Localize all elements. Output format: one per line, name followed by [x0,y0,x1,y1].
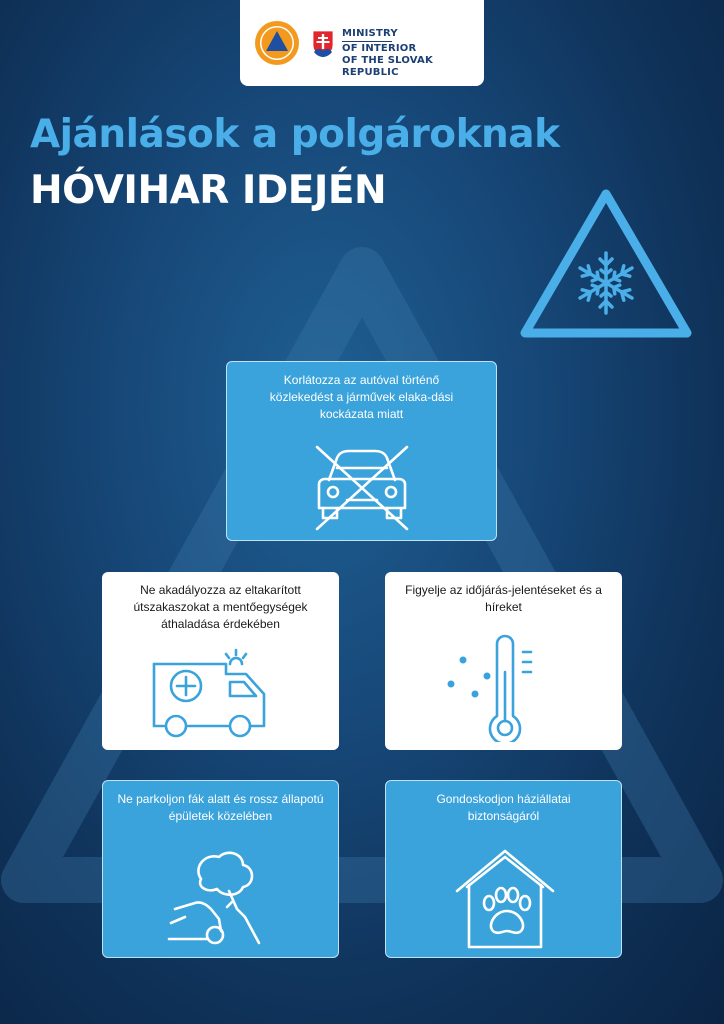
page-subtitle: HÓVIHAR IDEJÉN [30,168,387,213]
page-title: Ajánlások a polgároknak [30,112,560,157]
card-text: Korlátozza az autóval történő közlekedést a járművek elaka-dási kockázata miatt [269,373,454,421]
snowflake-warning-icon [519,186,693,340]
card-pet-safety [385,780,622,958]
card-limit-driving [226,361,497,541]
card-text: Figyelje az időjárás-jelentéseket és a híreket [405,583,602,614]
card-text: Ne akadályozza az eltakarított útszakaszokat a mentőegységek áthaladása érdekében [133,583,308,631]
card-text: Gondoskodjon háziállatai biztonságáról [436,792,571,823]
thermometer-icon [445,632,545,742]
card-parking-safety [102,780,339,958]
crossed-car-icon [307,444,417,534]
ambulance-icon [150,646,280,738]
header-logo-box [240,0,484,86]
card-watch-weather [385,572,622,750]
civil-protection-logo [254,20,300,66]
card-keep-roads-clear [102,572,339,750]
pet-house-icon [455,847,555,951]
ministry-line-1: MINISTRY [342,28,392,42]
card-text: Ne parkoljon fák alatt és rossz állapotú épületek közelében [117,792,324,823]
ministry-name [342,28,484,79]
falling-tree-car-icon [167,847,277,947]
slovak-coat-of-arms-icon [312,30,334,58]
ministry-line-3: OF THE SLOVAK REPUBLIC [342,55,433,78]
ministry-line-2: OF INTERIOR [342,43,417,54]
